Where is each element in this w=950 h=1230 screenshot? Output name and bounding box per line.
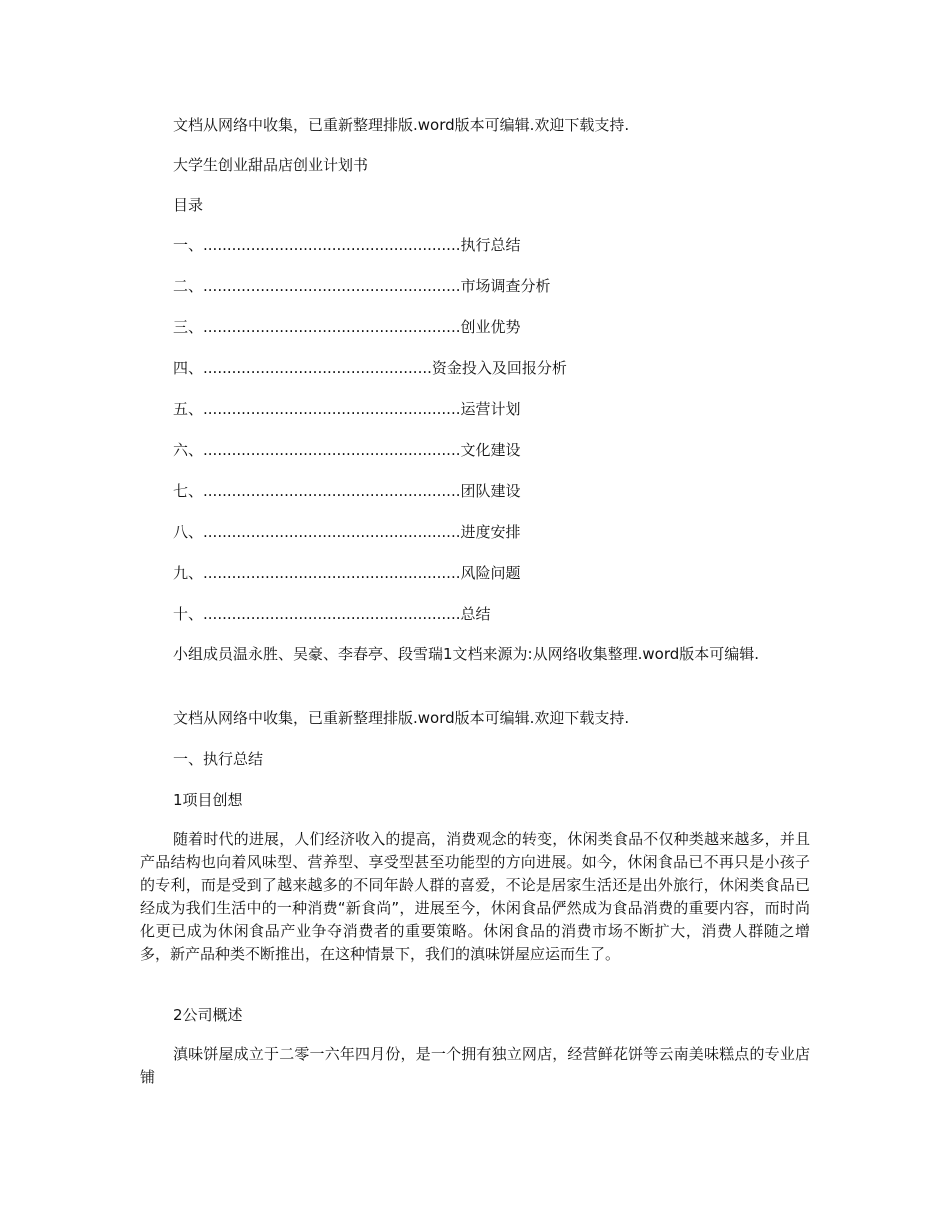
toc-leader: ......................................................: [203, 236, 461, 254]
toc-title: 运营计划: [460, 400, 521, 418]
toc-entry: [173, 400, 521, 418]
toc-entry: [173, 318, 521, 336]
paragraph-company-overview: 滇味饼屋成立于二零一六年四月份，是一个拥有独立网店，经营鲜花饼等云南美味糕点的专业店铺: [140, 1045, 810, 1086]
toc-entry: [173, 605, 491, 623]
header-note: 文档从网络中收集，已重新整理排版.word版本可编辑.欢迎下载支持.: [173, 116, 630, 134]
toc-number: 七、: [173, 482, 204, 500]
toc-number: 九、: [173, 564, 204, 582]
toc-entry: [173, 523, 521, 541]
toc-title: 团队建设: [460, 482, 521, 500]
toc-leader: ......................................................: [203, 605, 461, 623]
doc-title: 大学生创业甜品店创业计划书: [173, 156, 369, 174]
toc-leader: ......................................................: [203, 523, 461, 541]
toc-entry: [173, 564, 521, 582]
toc-number: 一、: [173, 236, 204, 254]
subsection-heading: 2公司概述: [173, 1006, 243, 1024]
toc-leader: ......................................................: [203, 277, 461, 295]
toc-entry: [173, 482, 521, 500]
paragraph-project-idea: 随着时代的进展，人们经济收入的提高，消费观念的转变，休闲类食品不仅种类越来越多，并且产品结构也向着风味型、营养型、享受型甚至功能型的方向进展。如今，休闲食品已不再只是小孩子的专利，而是受到了越来越多的不同年龄人群的喜爱，不论是居家生活还是出外旅行，休闲类食品已经成为我们生活中的一种消费“新食尚”，进展至今，休闲食品俨然成为食品消费的重要内容，而时尚化更已成为休闲食品产业争夺消费者的重要策略。休闲食品的消费市场不断扩大，消费人群随之增多，新产品种类不断推出，在这种情景下，我们的滇味饼屋应运而生了。: [140, 830, 810, 963]
toc-entry: [173, 236, 521, 254]
toc-number: 三、: [173, 318, 204, 336]
members-line: 小组成员温永胜、吴豪、李春亭、段雪瑞1文档来源为:从网络收集整理.word版本可编辑.: [173, 645, 760, 663]
toc-title: 创业优势: [460, 318, 521, 336]
toc-leader: ......................................................: [203, 441, 461, 459]
toc-title: 执行总结: [460, 236, 521, 254]
toc-entry: [173, 441, 521, 459]
subsection-heading: 1项目创想: [173, 791, 243, 809]
toc-title: 资金投入及回报分析: [431, 359, 567, 377]
toc-title: 市场调查分析: [460, 277, 551, 295]
toc-number: 五、: [173, 400, 204, 418]
toc-title: 进度安排: [460, 523, 521, 541]
toc-title: 文化建设: [460, 441, 521, 459]
toc-number: 十、: [173, 605, 204, 623]
toc-number: 四、: [173, 359, 204, 377]
toc-leader: ......................................................: [203, 318, 461, 336]
toc-entry: [173, 359, 567, 377]
toc-number: 六、: [173, 441, 204, 459]
toc-leader: ......................................................: [203, 564, 461, 582]
toc-number: 八、: [173, 523, 204, 541]
toc-entry: [173, 277, 551, 295]
toc-number: 二、: [173, 277, 204, 295]
toc-leader: ......................................................: [203, 482, 461, 500]
toc-leader: ......................................................: [203, 400, 461, 418]
toc-leader: ................................................: [203, 359, 432, 377]
toc-title: 总结: [460, 605, 491, 623]
header-note-repeat: 文档从网络中收集，已重新整理排版.word版本可编辑.欢迎下载支持.: [173, 709, 630, 727]
section-heading: 一、执行总结: [173, 750, 264, 768]
toc-heading: 目录: [173, 196, 204, 214]
toc-title: 风险问题: [460, 564, 521, 582]
